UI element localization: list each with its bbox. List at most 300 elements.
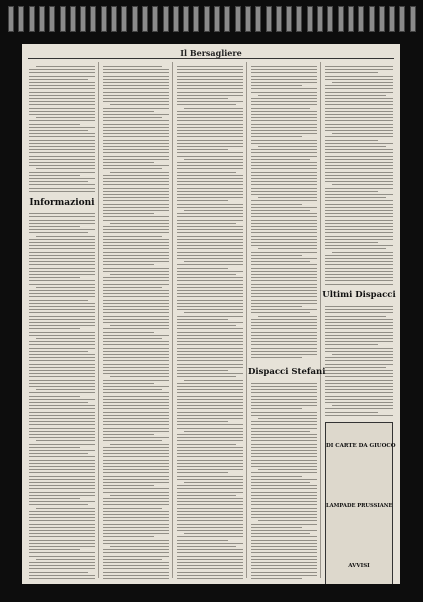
text-line — [29, 114, 95, 115]
text-line — [29, 540, 95, 541]
text-line — [110, 376, 169, 377]
text-line — [103, 133, 169, 134]
text-line — [177, 133, 243, 134]
text-line — [103, 316, 169, 317]
text-line — [258, 418, 317, 419]
text-line — [29, 124, 80, 125]
text-line — [251, 120, 317, 121]
text-line — [103, 357, 169, 358]
text-line — [103, 216, 169, 217]
text-line — [103, 335, 169, 336]
text-line — [103, 188, 169, 189]
text-line — [103, 549, 169, 550]
text-line — [29, 485, 95, 486]
text-line — [29, 245, 95, 246]
text-line — [103, 239, 169, 240]
text-line — [103, 453, 169, 454]
scanner-hole — [18, 6, 24, 32]
text-line — [251, 402, 317, 403]
text-line — [251, 556, 317, 557]
text-line — [251, 559, 317, 560]
text-line — [103, 264, 154, 265]
text-line — [103, 178, 169, 179]
column-2 — [100, 62, 173, 578]
text-line — [251, 498, 317, 499]
text-line — [251, 341, 317, 342]
text-line — [29, 344, 95, 345]
text-line — [103, 562, 169, 563]
text-line — [103, 229, 169, 230]
text-line — [177, 498, 243, 499]
text-line — [29, 402, 88, 403]
text-line — [103, 543, 169, 544]
text-line — [325, 92, 393, 93]
text-line — [177, 562, 243, 563]
text-line — [103, 389, 162, 390]
text-line — [177, 370, 228, 371]
text-line — [177, 549, 243, 550]
text-line — [103, 79, 169, 80]
text-line — [251, 517, 317, 518]
text-line — [29, 178, 95, 179]
text-line — [325, 367, 386, 368]
text-line — [103, 114, 169, 115]
scanner-hole — [389, 6, 395, 32]
text-line — [29, 367, 95, 368]
text-line — [177, 197, 243, 198]
text-line — [29, 418, 95, 419]
text-line — [251, 421, 317, 422]
text-line — [177, 248, 243, 249]
text-line — [103, 242, 169, 243]
text-line — [103, 168, 162, 169]
text-line — [325, 207, 393, 208]
text-line — [177, 552, 243, 553]
text-line — [251, 450, 317, 451]
text-line — [36, 559, 95, 560]
text-line — [177, 165, 243, 166]
text-line — [177, 450, 243, 451]
text-line — [103, 511, 169, 512]
text-line — [177, 402, 243, 403]
column-1 — [26, 62, 99, 578]
text-line — [29, 556, 95, 557]
scanner-hole — [266, 6, 272, 32]
scanner-hole — [224, 6, 230, 32]
text-line — [177, 392, 243, 393]
text-line — [29, 360, 95, 361]
text-line — [177, 578, 243, 579]
text-line — [103, 440, 162, 441]
text-line — [29, 220, 95, 221]
scanner-hole — [245, 6, 251, 32]
text-line — [103, 312, 169, 313]
text-line — [29, 495, 95, 496]
text-line — [103, 261, 169, 262]
text-line — [29, 354, 95, 355]
text-line — [103, 428, 169, 429]
text-line — [29, 373, 95, 374]
ad-di-carte: DI CARTE DA GIUOCO — [326, 443, 396, 449]
text-line — [103, 284, 169, 285]
text-line — [103, 508, 162, 509]
text-line — [177, 271, 243, 272]
text-line — [177, 530, 243, 531]
text-line — [29, 335, 95, 336]
text-line — [29, 312, 95, 313]
text-line — [184, 261, 243, 262]
scanner-hole — [183, 6, 189, 32]
text-line — [177, 130, 243, 131]
text-line — [177, 335, 243, 336]
text-line — [29, 156, 95, 157]
text-line — [29, 517, 95, 518]
text-line — [325, 66, 393, 67]
text-line — [36, 508, 95, 509]
text-line — [251, 165, 317, 166]
text-line — [177, 258, 243, 259]
scanner-hole — [317, 6, 323, 32]
text-line — [325, 226, 393, 227]
heading-ultimi-dispacci: Ultimi Dispacci — [322, 290, 396, 300]
text-line — [29, 514, 95, 515]
text-line — [251, 319, 317, 320]
text-line — [177, 575, 243, 576]
text-line — [103, 402, 169, 403]
text-line — [103, 520, 169, 521]
text-line — [184, 108, 243, 109]
text-line — [251, 280, 317, 281]
scanner-hole — [276, 6, 282, 32]
text-line — [103, 287, 162, 288]
text-line — [29, 264, 95, 265]
text-line — [103, 88, 169, 89]
text-line — [177, 95, 243, 96]
text-line — [325, 72, 378, 73]
text-line — [29, 408, 95, 409]
text-line — [251, 476, 302, 477]
text-line — [177, 332, 243, 333]
text-line — [251, 495, 317, 496]
text-line — [103, 152, 169, 153]
text-line — [177, 143, 243, 144]
scanner-hole — [111, 6, 117, 32]
text-line — [36, 287, 95, 288]
text-line — [177, 469, 243, 470]
text-line — [325, 146, 386, 147]
text-line — [103, 127, 169, 128]
text-line — [29, 277, 80, 278]
text-line — [29, 405, 95, 406]
scanner-hole — [80, 6, 86, 32]
text-line — [251, 101, 317, 102]
text-line — [251, 108, 310, 109]
text-line — [251, 172, 317, 173]
text-line — [325, 389, 393, 390]
text-line — [251, 242, 317, 243]
text-line — [325, 402, 393, 403]
text-line — [251, 239, 317, 240]
text-line — [325, 136, 393, 137]
text-line — [325, 162, 393, 163]
scanner-hole — [399, 6, 405, 32]
text-line — [251, 130, 317, 131]
text-line — [251, 492, 317, 493]
text-line — [103, 296, 169, 297]
text-line — [103, 210, 169, 211]
scanner-hole — [348, 6, 354, 32]
text-line — [251, 114, 317, 115]
text-line — [29, 82, 95, 83]
text-line — [29, 162, 95, 163]
scanner-hole — [121, 6, 127, 32]
text-line — [177, 101, 243, 102]
text-line — [29, 424, 95, 425]
text-line — [251, 210, 310, 211]
text-line — [325, 258, 393, 259]
text-line — [29, 252, 95, 253]
text-line — [177, 540, 228, 541]
text-line — [103, 319, 169, 320]
text-line — [251, 472, 317, 473]
text-line — [325, 264, 393, 265]
text-line — [103, 504, 169, 505]
text-line — [177, 82, 243, 83]
text-line — [325, 408, 393, 409]
text-line — [325, 242, 378, 243]
text-line — [29, 300, 88, 301]
text-line — [177, 408, 243, 409]
text-line — [251, 546, 317, 547]
text-line — [177, 514, 243, 515]
text-line — [103, 245, 169, 246]
text-line — [36, 236, 95, 237]
text-line — [251, 466, 317, 467]
text-line — [325, 69, 393, 70]
text-line — [103, 344, 169, 345]
text-line — [251, 133, 317, 134]
text-line — [103, 175, 169, 176]
text-line — [29, 380, 95, 381]
text-line — [251, 232, 317, 233]
text-line — [29, 216, 95, 217]
text-line — [325, 159, 393, 160]
text-line — [251, 98, 317, 99]
text-line — [29, 469, 95, 470]
text-line — [103, 162, 154, 163]
text-line — [29, 572, 88, 573]
text-line — [103, 303, 169, 304]
text-line — [103, 434, 154, 435]
text-line — [325, 168, 393, 169]
text-line — [103, 277, 169, 278]
text-line — [251, 140, 317, 141]
text-line — [103, 322, 169, 323]
text-line — [177, 504, 243, 505]
text-line — [177, 200, 228, 201]
text-line — [103, 108, 169, 109]
text-line — [29, 412, 95, 413]
text-line — [29, 322, 95, 323]
text-line — [29, 88, 95, 89]
text-line — [325, 114, 393, 115]
text-line — [29, 364, 95, 365]
text-line — [110, 223, 169, 224]
text-line — [29, 188, 95, 189]
text-line — [325, 200, 393, 201]
text-line — [110, 325, 169, 326]
text-line — [103, 220, 169, 221]
text-line — [103, 370, 169, 371]
text-line — [103, 248, 169, 249]
text-line — [332, 405, 393, 406]
text-line — [29, 104, 95, 105]
text-line — [177, 316, 243, 317]
text-line — [103, 412, 169, 413]
text-line — [251, 322, 317, 323]
text-line — [251, 213, 317, 214]
text-line — [251, 348, 317, 349]
text-line — [29, 386, 95, 387]
text-line — [251, 66, 317, 67]
text-line — [177, 492, 243, 493]
text-line — [251, 268, 317, 269]
text-line — [29, 392, 95, 393]
text-line — [29, 303, 95, 304]
text-line — [177, 367, 243, 368]
text-line — [177, 456, 243, 457]
text-line — [251, 111, 317, 112]
text-line — [251, 482, 310, 483]
text-line — [325, 319, 393, 320]
text-line — [103, 191, 169, 192]
text-line — [103, 92, 169, 93]
column-5 — [322, 62, 396, 578]
text-line — [29, 501, 95, 502]
text-line — [103, 572, 169, 573]
text-line — [29, 351, 88, 352]
text-line — [251, 428, 317, 429]
text-line — [251, 156, 317, 157]
text-line — [177, 76, 243, 77]
text-line — [103, 146, 169, 147]
text-line — [29, 261, 95, 262]
text-line — [103, 578, 169, 579]
text-line — [103, 293, 169, 294]
text-line — [36, 440, 95, 441]
text-line — [36, 117, 95, 118]
text-line — [29, 472, 95, 473]
text-line — [177, 386, 243, 387]
text-line — [103, 255, 169, 256]
text-line — [103, 280, 169, 281]
text-line — [251, 511, 317, 512]
text-line — [103, 392, 169, 393]
text-line — [251, 354, 317, 355]
text-line — [177, 175, 243, 176]
text-line — [325, 348, 393, 349]
text-line — [29, 479, 95, 480]
text-line — [103, 341, 169, 342]
text-line — [29, 271, 95, 272]
text-line — [103, 207, 169, 208]
text-line — [332, 354, 393, 355]
text-line — [177, 405, 243, 406]
text-line — [251, 181, 317, 182]
text-line — [325, 412, 378, 413]
text-line — [177, 188, 243, 189]
text-line — [29, 543, 95, 544]
text-line — [110, 546, 169, 547]
text-line — [177, 79, 243, 80]
text-line — [177, 354, 243, 355]
text-line — [29, 226, 80, 227]
text-line — [103, 338, 162, 339]
text-line — [325, 232, 393, 233]
text-line — [29, 530, 95, 531]
text-line — [251, 386, 317, 387]
text-line — [29, 549, 80, 550]
text-line — [251, 572, 317, 573]
text-line — [29, 568, 95, 569]
text-line — [177, 140, 243, 141]
text-line — [177, 428, 243, 429]
text-line — [251, 328, 317, 329]
text-line — [251, 303, 317, 304]
text-line — [177, 520, 243, 521]
text-line — [110, 104, 169, 105]
text-line — [177, 508, 243, 509]
text-line — [177, 223, 236, 224]
text-line — [103, 258, 169, 259]
text-line — [177, 348, 243, 349]
text-line — [251, 575, 317, 576]
scanner-hole — [39, 6, 45, 32]
text-line — [251, 562, 317, 563]
text-line — [177, 245, 243, 246]
text-line — [177, 517, 243, 518]
text-line — [325, 328, 393, 329]
text-line — [103, 501, 169, 502]
text-line — [251, 79, 317, 80]
text-line — [177, 421, 228, 422]
text-line — [251, 117, 317, 118]
text-line — [325, 95, 386, 96]
text-line — [325, 210, 393, 211]
text-line — [29, 136, 95, 137]
text-line — [177, 485, 243, 486]
text-line — [103, 85, 169, 86]
text-line — [29, 181, 88, 182]
text-line — [184, 159, 243, 160]
text-line — [325, 399, 393, 400]
text-line — [29, 527, 95, 528]
text-line — [177, 472, 228, 473]
text-line — [325, 120, 393, 121]
text-line — [251, 501, 317, 502]
text-line — [177, 434, 243, 435]
text-line — [325, 239, 393, 240]
text-line — [177, 69, 243, 70]
text-line — [251, 76, 317, 77]
text-line — [325, 325, 393, 326]
text-line — [251, 543, 317, 544]
text-line — [325, 140, 378, 141]
text-line — [177, 236, 243, 237]
text-line — [29, 309, 95, 310]
text-line — [325, 194, 393, 195]
text-line — [177, 181, 243, 182]
